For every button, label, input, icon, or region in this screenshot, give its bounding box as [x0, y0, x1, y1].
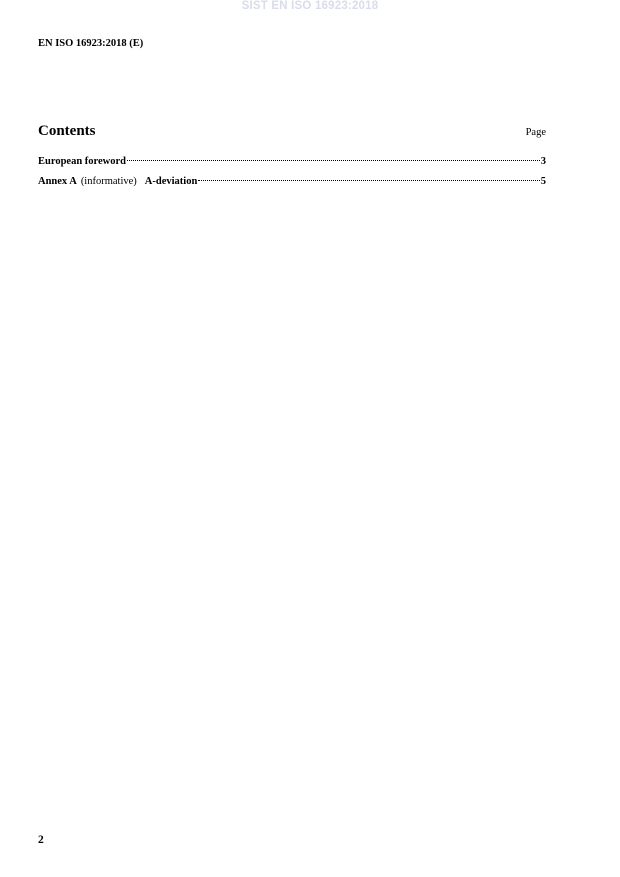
dot-leader — [127, 160, 540, 161]
contents-header — [38, 123, 546, 145]
toc-entry-european-foreword[interactable] — [38, 156, 546, 176]
dot-leader — [198, 180, 539, 181]
document-identifier: EN ISO 16923:2018 (E) — [38, 38, 144, 49]
toc-entry-title: European foreword — [38, 156, 126, 167]
toc-entry-page: 3 — [540, 156, 546, 167]
toc-entry-title: A-deviation — [144, 176, 198, 187]
toc-entry-annex-label: Annex A — [38, 176, 77, 187]
table-of-contents — [38, 156, 546, 196]
contents-title: Contents — [38, 123, 96, 139]
toc-entry-page: 5 — [540, 176, 546, 187]
toc-entry-annex-a[interactable] — [38, 176, 546, 196]
watermark-text: SIST EN ISO 16923:2018 — [241, 0, 379, 12]
page-number: 2 — [38, 834, 44, 846]
page-column-label: Page — [525, 127, 546, 138]
toc-entry-qualifier: (informative) — [80, 176, 137, 187]
